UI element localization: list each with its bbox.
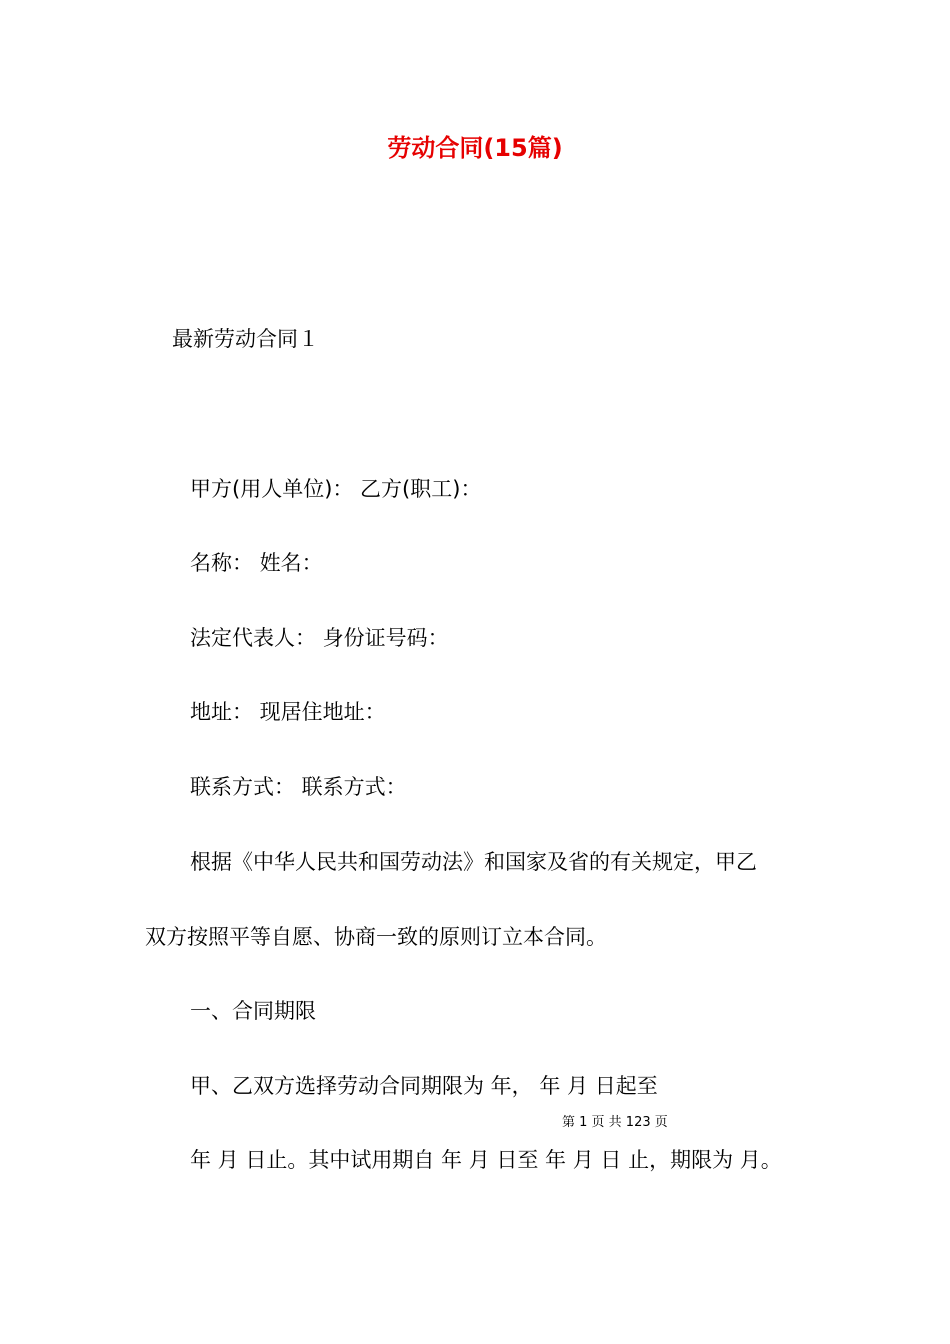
- clause-heading: 一、合同期限: [190, 999, 316, 1023]
- party-header-line: 甲方(用人单位)： 乙方(职工)：: [190, 477, 482, 501]
- page-footer: 第 1 页 共 123 页: [562, 1115, 668, 1130]
- preamble-line-1: 根据《中华人民共和国劳动法》和国家及省的有关规定，甲乙: [190, 850, 757, 874]
- term-line-1: 甲、乙双方选择劳动合同期限为 年， 年 月 日起至: [190, 1074, 658, 1098]
- contact-line: 联系方式： 联系方式：: [190, 775, 407, 799]
- representative-line: 法定代表人： 身份证号码：: [190, 626, 449, 650]
- document-title: 劳动合同(15篇): [387, 134, 563, 162]
- term-line-2: 年 月 日止。其中试用期自 年 月 日至 年 月 日 止，期限为 月。: [190, 1148, 782, 1172]
- preamble-line-2: 双方按照平等自愿、协商一致的原则订立本合同。: [145, 925, 607, 949]
- name-line: 名称： 姓名：: [190, 551, 323, 575]
- section-heading: 最新劳动合同１: [172, 327, 319, 351]
- address-line: 地址： 现居住地址：: [190, 700, 386, 724]
